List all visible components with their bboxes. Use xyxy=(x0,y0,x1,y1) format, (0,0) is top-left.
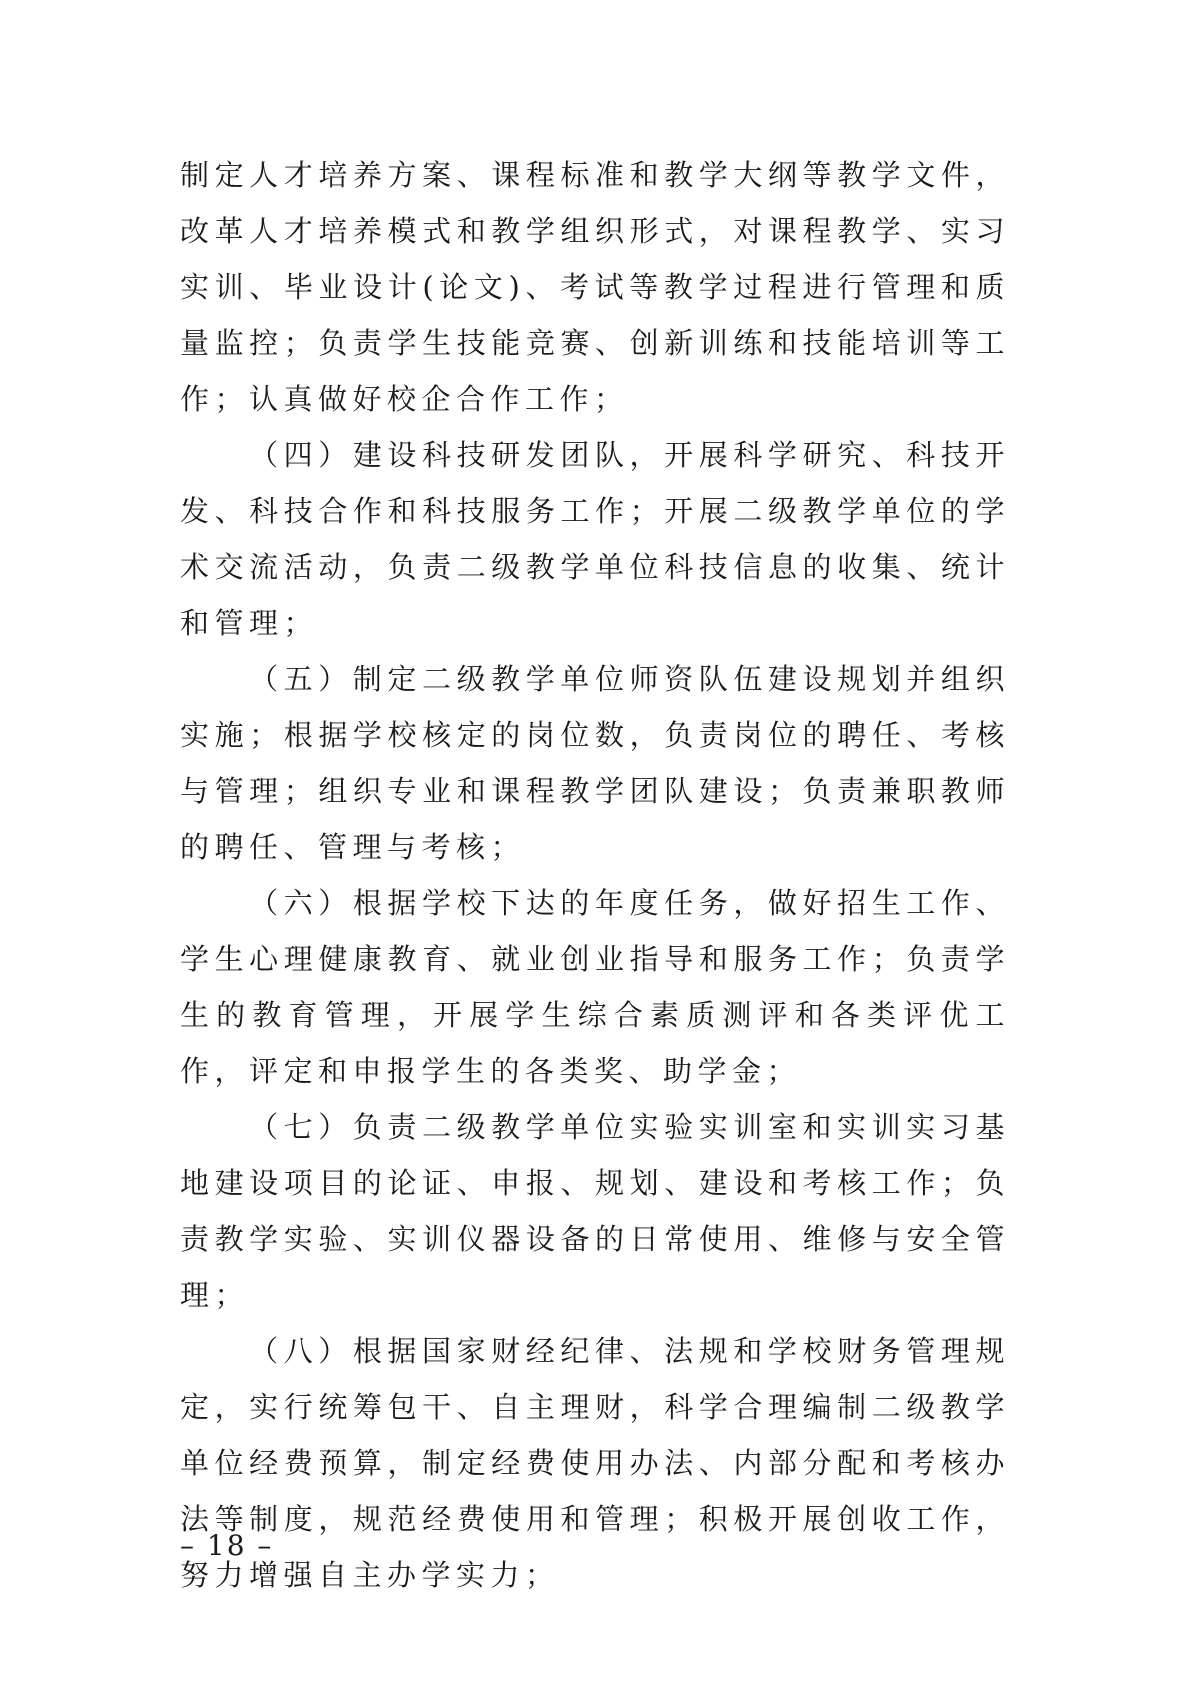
paragraph-item-8: （八）根据国家财经纪律、法规和学校财务管理规定，实行统筹包干、自主理财，科学合理编制二级教学单位经费预算，制定经费使用办法、内部分配和考核办法等制度，规范经费使用和管理；积极开展创收工作，努力增强自主办学实力； xyxy=(180,1334,1010,1592)
paragraph-item-4: （四）建设科技研发团队，开展科学研究、科技开发、科技合作和科技服务工作；开展二级教学单位的学术交流活动，负责二级教学单位科技信息的收集、统计和管理； xyxy=(180,438,1010,640)
paragraph-item-6: （六）根据学校下达的年度任务，做好招生工作、学生心理健康教育、就业创业指导和服务工作；负责学生的教育管理，开展学生综合素质测评和各类评优工作，评定和申报学生的各类奖、助学金； xyxy=(180,886,1010,1088)
paragraph-continued: 制定人才培养方案、课程标准和教学大纲等教学文件，改革人才培养模式和教学组织形式，对课程教学、实习实训、毕业设计(论文)、考试等教学过程进行管理和质量监控；负责学生技能竞赛、创新训练和技能培训等工作；认真做好校企合作工作； xyxy=(180,158,1010,416)
paragraph-item-5: （五）制定二级教学单位师资队伍建设规划并组织实施；根据学校核定的岗位数，负责岗位的聘任、考核与管理；组织专业和课程教学团队建设；负责兼职教师的聘任、管理与考核； xyxy=(180,662,1010,864)
document-body xyxy=(180,147,1010,1603)
paragraph-item-7: （七）负责二级教学单位实验实训室和实训实习基地建设项目的论证、申报、规划、建设和考核工作；负责教学实验、实训仪器设备的日常使用、维修与安全管理； xyxy=(180,1110,1010,1312)
page-number: – 18 – xyxy=(180,1529,274,1562)
